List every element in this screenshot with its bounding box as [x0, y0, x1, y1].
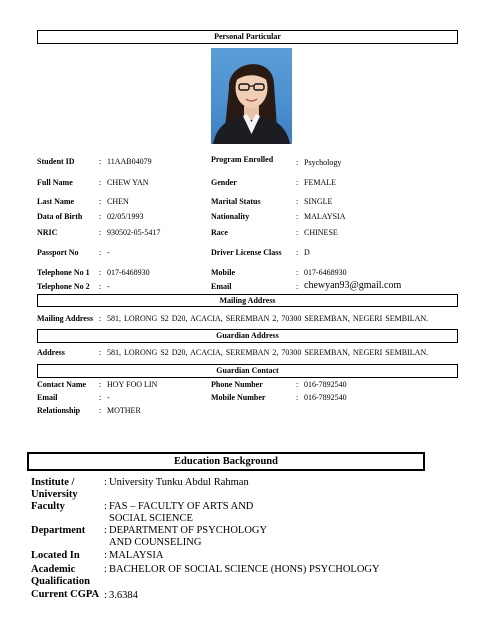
full-name-label: Full Name — [37, 178, 73, 187]
separator: : — [99, 157, 102, 166]
mailing-address-header: Mailing Address — [37, 294, 458, 307]
separator: : — [99, 314, 102, 323]
race-value: CHINESE — [304, 228, 338, 237]
guardian-address-value: 581, LORONG S2 D20, ACACIA, SEREMBAN 2, 70300 SEREMBAN, NEGERI SEMBILAN. — [107, 348, 429, 357]
telephone-1-label: Telephone No 1 — [37, 268, 90, 277]
program-enrolled-value: Psychology — [304, 158, 342, 167]
separator: : — [99, 268, 102, 277]
located-in-label: Located In — [31, 550, 80, 561]
marital-status-value: SINGLE — [304, 197, 333, 206]
institute-label-line-1: Institute / — [31, 477, 75, 488]
separator: : — [104, 525, 107, 536]
phone-number-label: Phone Number — [211, 380, 263, 389]
separator: : — [104, 564, 107, 575]
institute-label-line-2: University — [31, 489, 78, 500]
faculty-label: Faculty — [31, 501, 65, 512]
separator: : — [296, 212, 299, 221]
separator: : — [296, 393, 299, 402]
mobile-label: Mobile — [211, 268, 235, 277]
separator: : — [104, 477, 107, 488]
located-in-value: MALAYSIA — [109, 550, 164, 561]
person-portrait-icon — [211, 48, 292, 144]
separator: : — [296, 248, 299, 257]
separator: : — [99, 406, 102, 415]
separator: : — [296, 282, 299, 291]
separator: : — [99, 348, 102, 357]
separator: : — [296, 178, 299, 187]
education-background-header: Education Background — [27, 452, 425, 471]
nric-label: NRIC — [37, 228, 58, 237]
marital-status-label: Marital Status — [211, 197, 261, 206]
faculty-line-2: SOCIAL SCIENCE — [109, 513, 193, 524]
mobile-number-label: Mobile Number — [211, 393, 266, 402]
academic-qualification-label — [31, 564, 90, 588]
guardian-address-header: Guardian Address — [37, 329, 458, 343]
gender-label: Gender — [211, 178, 237, 187]
separator: : — [296, 228, 299, 237]
guardian-email-value: - — [107, 393, 110, 402]
email-label: Email — [211, 282, 232, 291]
current-cgpa-label: Current CGPA — [31, 589, 100, 600]
separator: : — [99, 393, 102, 402]
driver-license-label: Driver License Class — [211, 248, 282, 257]
qualification-label-line-2: Qualification — [31, 576, 90, 587]
guardian-email-label: Email — [37, 393, 58, 402]
full-name-value: CHEW YAN — [107, 178, 149, 187]
nric-value: 930502-05-5417 — [107, 228, 161, 237]
faculty-value — [109, 501, 253, 525]
personal-particular-header: Personal Particular — [37, 30, 458, 44]
telephone-1-value: 017-6468930 — [107, 268, 150, 277]
last-name-label: Last Name — [37, 197, 75, 206]
passport-label: Passport No — [37, 248, 79, 257]
separator: : — [99, 197, 102, 206]
phone-number-value: 016-7892540 — [304, 380, 347, 389]
driver-license-value: D — [304, 248, 310, 257]
academic-qualification-value: BACHELOR OF SOCIAL SCIENCE (HONS) PSYCHOLOGY — [109, 564, 380, 575]
mobile-number-value: 016-7892540 — [304, 393, 347, 402]
passport-value: - — [107, 248, 110, 257]
profile-photo — [211, 48, 292, 144]
separator: : — [296, 158, 299, 167]
dob-label: Data of Birth — [37, 212, 83, 221]
dob-value: 02/05/1993 — [107, 212, 144, 221]
contact-name-value: HOY FOO LIN — [107, 380, 158, 389]
guardian-address-label: Address — [37, 348, 65, 357]
department-value — [109, 525, 267, 549]
department-line-1: DEPARTMENT OF PSYCHOLOGY — [109, 525, 268, 536]
telephone-2-label: Telephone No 2 — [37, 282, 90, 291]
nationality-label: Nationality — [211, 212, 250, 221]
program-enrolled-label: Program Enrolled — [211, 155, 274, 164]
mailing-address-value: 581, LORONG S2 D20, ACACIA, SEREMBAN 2, 70300 SEREMBAN, NEGERI SEMBILAN. — [107, 314, 429, 323]
current-cgpa-value: 3.6384 — [109, 590, 138, 601]
relationship-label: Relationship — [37, 406, 81, 415]
nationality-value: MALAYSIA — [304, 212, 346, 221]
separator: : — [99, 178, 102, 187]
email-value[interactable]: chewyan93@gmail.com — [304, 280, 402, 291]
separator: : — [296, 268, 299, 277]
institute-label — [31, 477, 78, 501]
student-id-label: Student ID — [37, 157, 75, 166]
gender-value: FEMALE — [304, 178, 336, 187]
separator: : — [104, 590, 107, 601]
separator: : — [104, 501, 107, 512]
separator: : — [99, 248, 102, 257]
student-id-value: 11AAB04079 — [107, 157, 152, 166]
separator: : — [99, 282, 102, 291]
separator: : — [99, 380, 102, 389]
separator: : — [296, 197, 299, 206]
telephone-2-value: - — [107, 282, 110, 291]
institute-value: University Tunku Abdul Rahman — [109, 477, 249, 488]
guardian-contact-header: Guardian Contact — [37, 364, 458, 378]
separator: : — [99, 212, 102, 221]
separator: : — [296, 380, 299, 389]
last-name-value: CHEN — [107, 197, 129, 206]
department-line-2: AND COUNSELING — [109, 537, 202, 548]
separator: : — [104, 550, 107, 561]
mailing-address-label: Mailing Address — [37, 314, 94, 323]
qualification-label-line-1: Academic — [31, 564, 76, 575]
race-label: Race — [211, 228, 228, 237]
mobile-value: 017-6468930 — [304, 268, 347, 277]
contact-name-label: Contact Name — [37, 380, 87, 389]
separator: : — [99, 228, 102, 237]
relationship-value: MOTHER — [107, 406, 141, 415]
faculty-line-1: FAS – FACULTY OF ARTS AND — [109, 501, 254, 512]
department-label: Department — [31, 525, 86, 536]
